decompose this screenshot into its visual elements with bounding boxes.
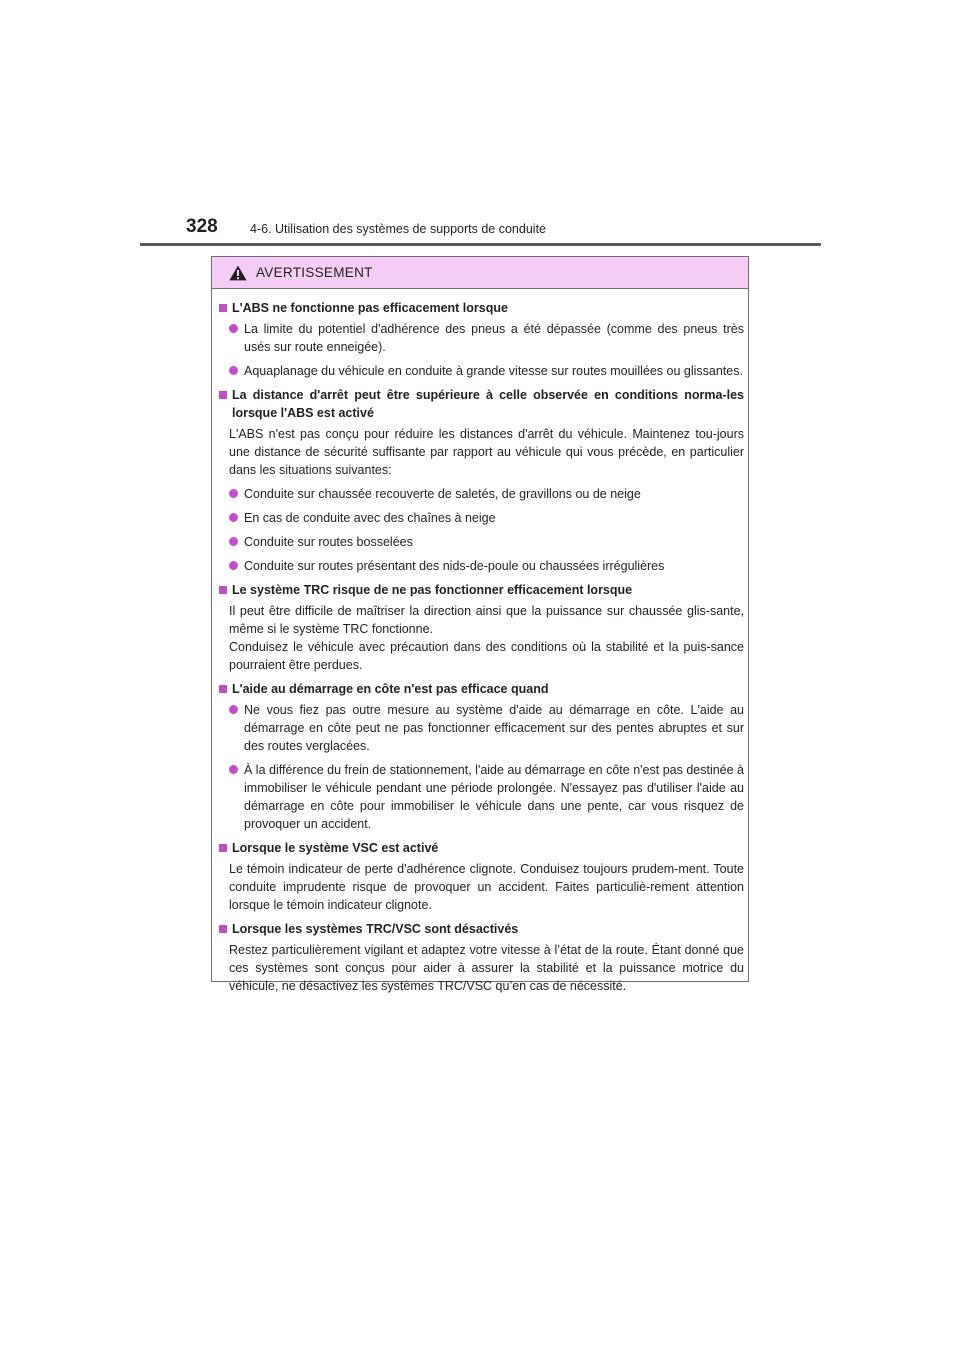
warning-header bbox=[212, 257, 748, 289]
section-heading-text: Lorsque les systèmes TRC/VSC sont désactivés bbox=[232, 922, 519, 936]
section-heading-text: Le système TRC risque de ne pas fonctionner efficacement lorsque bbox=[232, 583, 633, 597]
list-item bbox=[229, 485, 744, 503]
square-bullet-icon bbox=[219, 685, 227, 693]
section-heading-text: L'aide au démarrage en côte n'est pas efficace quand bbox=[232, 682, 549, 696]
round-bullet-icon bbox=[229, 765, 238, 774]
section-heading bbox=[219, 680, 744, 698]
round-bullet-icon bbox=[229, 489, 238, 498]
list-item bbox=[229, 533, 744, 551]
list-item-text: Conduite sur chaussée recouverte de saletés, de gravillons ou de neige bbox=[244, 487, 641, 501]
round-bullet-icon bbox=[229, 366, 238, 375]
section-title: 4-6. Utilisation des systèmes de supports de conduite bbox=[250, 222, 546, 236]
list-item-text: Ne vous fiez pas outre mesure au système d'aide au démarrage en côte. L'aide au démarrage en côte peut ne pas fonctionner efficacement sur des pentes abruptes et sur des routes verglacées. bbox=[244, 703, 744, 753]
header-rule bbox=[140, 243, 821, 246]
list-item bbox=[229, 509, 744, 527]
square-bullet-icon bbox=[219, 586, 227, 594]
round-bullet-icon bbox=[229, 561, 238, 570]
list-item-text: En cas de conduite avec des chaînes à neige bbox=[244, 511, 496, 525]
square-bullet-icon bbox=[219, 391, 227, 399]
section-heading bbox=[219, 299, 744, 317]
list-item bbox=[229, 557, 744, 575]
warning-label: AVERTISSEMENT bbox=[256, 265, 373, 280]
page-number: 328 bbox=[186, 216, 218, 237]
section-heading bbox=[219, 839, 744, 857]
list-item bbox=[229, 701, 744, 755]
section-heading-text: Lorsque le système VSC est activé bbox=[232, 841, 439, 855]
list-item bbox=[229, 362, 744, 380]
round-bullet-icon bbox=[229, 324, 238, 333]
round-bullet-icon bbox=[229, 537, 238, 546]
round-bullet-icon bbox=[229, 705, 238, 714]
section-heading-text: L'ABS ne fonctionne pas efficacement lorsque bbox=[232, 301, 508, 315]
list-item bbox=[229, 761, 744, 833]
section-paragraph: L'ABS n'est pas conçu pour réduire les distances d'arrêt du véhicule. Maintenez tou-jours une distance de sécurité suffisante par rapport au véhicule qui vous précède, en particulier dans les situations suivantes: bbox=[229, 427, 744, 477]
section-paragraph: Il peut être difficile de maîtriser la direction ainsi que la puissance sur chaussée glis-sante, même si le système TRC fonctionne. bbox=[229, 604, 744, 636]
list-item-text: Conduite sur routes bosselées bbox=[244, 535, 413, 549]
square-bullet-icon bbox=[219, 925, 227, 933]
warning-box bbox=[211, 256, 749, 993]
section-heading bbox=[219, 920, 744, 938]
section-heading bbox=[219, 581, 744, 599]
square-bullet-icon bbox=[219, 304, 227, 312]
section-paragraph: Restez particulièrement vigilant et adaptez votre vitesse à l’état de la route. Étant donné que ces systèmes sont conçus pour aider à assurer la stabilité et la puissance motrice du véhicule, ne désactivez les systèmes TRC/VSC qu’en cas de nécessité. bbox=[229, 943, 744, 993]
warning-triangle-icon bbox=[229, 265, 247, 281]
section-heading bbox=[219, 386, 744, 422]
section-paragraph: Le témoin indicateur de perte d'adhérence clignote. Conduisez toujours prudem-ment. Toute conduite imprudente risque de provoquer un accident. Faites particuliè-rement attention lorsque le témoin indicateur clignote. bbox=[229, 862, 744, 912]
round-bullet-icon bbox=[229, 513, 238, 522]
list-item bbox=[229, 320, 744, 356]
section-heading-text: La distance d'arrêt peut être supérieure à celle observée en conditions norma-les lorsque l'ABS est activé bbox=[232, 388, 744, 420]
list-item-text: Aquaplanage du véhicule en conduite à grande vitesse sur routes mouillées ou glissantes. bbox=[244, 364, 743, 378]
list-item-text: La limite du potentiel d'adhérence des pneus a été dépassée (comme des pneus très usés sur route enneigée). bbox=[244, 322, 744, 354]
section-paragraph: Conduisez le véhicule avec précaution dans des conditions où la stabilité et la puis-sance pourraient être perdues. bbox=[229, 640, 744, 672]
warning-body bbox=[212, 289, 748, 995]
list-item-text: À la différence du frein de stationnement, l'aide au démarrage en côte n'est pas destinée à immobiliser le véhicule pendant une période prolongée. N'essayez pas d'utiliser l'aide au démarrage en côte pour immobiliser le véhicule dans une pente, car vous risquez de provoquer un accident. bbox=[244, 763, 745, 831]
list-item-text: Conduite sur routes présentant des nids-de-poule ou chaussées irrégulières bbox=[244, 559, 665, 573]
square-bullet-icon bbox=[219, 844, 227, 852]
